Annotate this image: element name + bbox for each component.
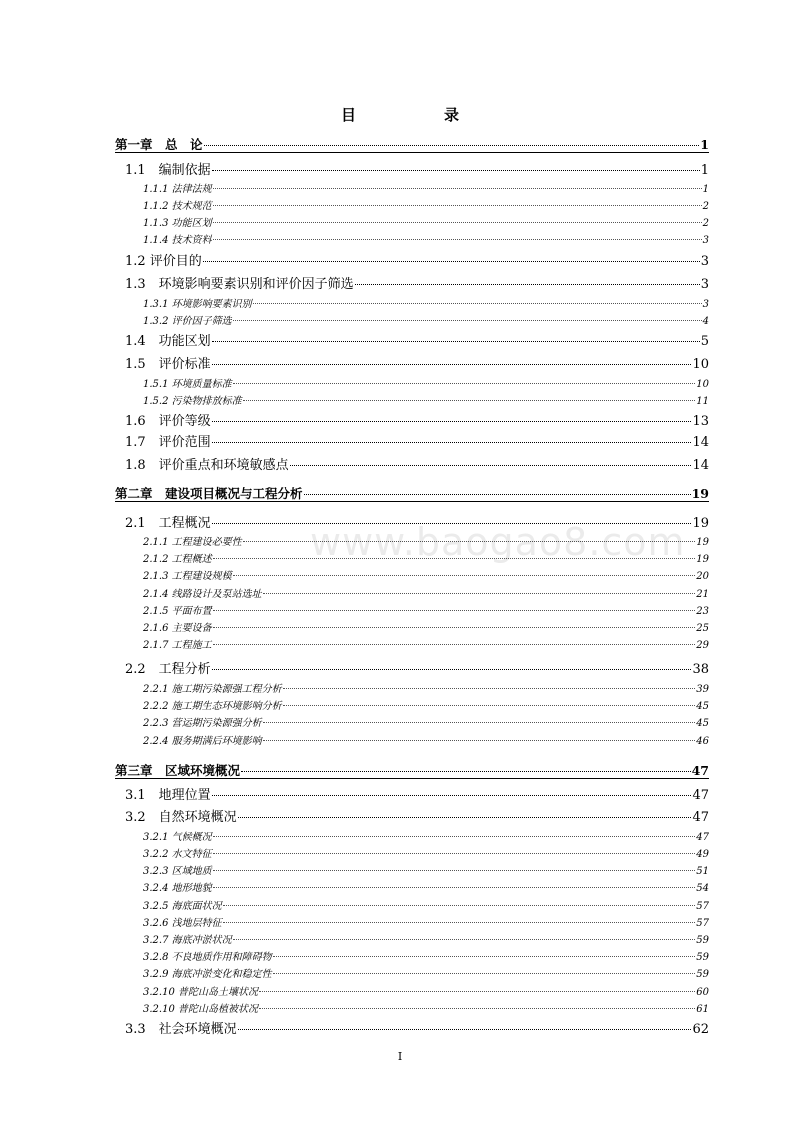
toc-entry-page: 46 <box>696 736 709 747</box>
toc-entry[interactable] <box>143 602 709 617</box>
dot-leader <box>213 239 702 240</box>
dot-leader <box>304 494 691 495</box>
toc-entry[interactable] <box>143 231 709 246</box>
dot-leader <box>273 956 696 957</box>
toc-entry-title: 1.2 评价目的 <box>125 254 202 269</box>
toc-entry-page: 1 <box>702 184 709 195</box>
toc-entry-page: 47 <box>692 788 709 803</box>
toc-entry-page: 61 <box>696 1004 709 1015</box>
toc-entry-page: 59 <box>696 935 709 946</box>
dot-leader <box>233 575 696 576</box>
toc-entry-page: 4 <box>702 316 709 327</box>
toc-entry-page: 54 <box>696 883 709 894</box>
toc-entry-page: 10 <box>696 379 709 390</box>
toc-entry-title: 3.2.4 地形地貌 <box>143 883 212 894</box>
toc-entry-page: 45 <box>696 718 709 729</box>
toc-entry-page: 13 <box>692 414 709 429</box>
toc-entry-title: 3.2.10 普陀山岛植被状况 <box>143 1004 258 1015</box>
toc-entry[interactable] <box>143 680 709 695</box>
dot-leader <box>212 669 692 670</box>
toc-entry-page: 57 <box>696 901 709 912</box>
toc-entry-page: 19 <box>696 554 709 565</box>
toc-entry[interactable] <box>143 180 709 195</box>
toc-entry[interactable] <box>125 1018 709 1037</box>
dot-leader <box>233 939 696 940</box>
toc-entry[interactable] <box>125 454 709 473</box>
toc-entry-page: 3 <box>700 277 709 292</box>
toc-entry-page: 14 <box>692 435 709 450</box>
toc-entry-page: 51 <box>696 866 709 877</box>
dot-leader <box>204 145 700 146</box>
toc-entry-page: 10 <box>692 357 709 372</box>
toc-entry-page: 19 <box>696 537 709 548</box>
toc-entry-page: 3 <box>702 235 709 246</box>
toc-entry-title: 1.3.2 评价因子筛选 <box>143 316 232 327</box>
dot-leader <box>213 188 702 189</box>
dot-leader <box>355 284 700 285</box>
page-number: I <box>397 1050 403 1063</box>
dot-leader <box>263 740 696 741</box>
toc-entry-page: 47 <box>692 810 709 825</box>
dot-leader <box>238 817 692 818</box>
toc-entry[interactable] <box>125 806 709 825</box>
toc-entry-title: 3.2.7 海底冲淤状况 <box>143 935 232 946</box>
toc-entry-page: 39 <box>696 684 709 695</box>
toc-entry[interactable] <box>143 931 709 946</box>
chapter-underline <box>115 501 709 502</box>
dot-leader <box>212 795 692 796</box>
toc-entry-page: 2 <box>702 201 709 212</box>
dot-leader <box>212 364 692 365</box>
toc-entry-page: 19 <box>691 486 709 501</box>
toc-entry-title: 2.2.2 施工期生态环境影响分析 <box>143 701 282 712</box>
toc-entry-title: 2.2 工程分析 <box>125 662 211 677</box>
toc-entry[interactable] <box>115 484 709 502</box>
dot-leader <box>223 922 696 923</box>
toc-entry[interactable] <box>115 135 709 153</box>
toc-entry[interactable] <box>143 914 709 929</box>
dot-leader <box>283 688 696 689</box>
dot-leader <box>212 421 692 422</box>
dot-leader <box>259 1008 695 1009</box>
toc-entry-title: 1.4 功能区划 <box>125 334 211 349</box>
toc-entry[interactable] <box>125 353 709 372</box>
toc-entry-title: 1.5.2 污染物排放标准 <box>143 396 242 407</box>
toc-entry-title: 1.7 评价范围 <box>125 435 211 450</box>
toc-entry[interactable] <box>125 784 709 803</box>
watermark: www.baogao8.com <box>310 520 686 564</box>
toc-entry[interactable] <box>143 312 709 327</box>
toc-entry[interactable] <box>143 585 709 600</box>
dot-leader <box>241 771 691 772</box>
page-title <box>0 104 800 125</box>
toc-entry-title: 3.2.9 海底冲淤变化和稳定性 <box>143 969 272 980</box>
dot-leader <box>233 383 696 384</box>
toc-entry-title: 1.5.1 环境质量标准 <box>143 379 232 390</box>
toc-entry-title: 2.2.3 营运期污染源强分析 <box>143 718 262 729</box>
toc-entry-title: 1.3 环境影响要素识别和评价因子筛选 <box>125 277 354 292</box>
dot-leader <box>212 341 700 342</box>
toc-entry-title: 2.2.4 服务期满后环境影响 <box>143 736 262 747</box>
dot-leader <box>283 705 696 706</box>
toc-entry-title: 3.2 自然环境概况 <box>125 810 237 825</box>
toc-entry[interactable] <box>143 392 709 407</box>
toc-entry-title: 2.1.4 线路设计及泵站选址 <box>143 589 262 600</box>
toc-entry-page: 2 <box>702 218 709 229</box>
dot-leader <box>212 442 692 443</box>
toc-entry[interactable] <box>143 983 709 998</box>
toc-entry-title: 3.2.8 不良地质作用和障碍物 <box>143 952 272 963</box>
toc-entry[interactable] <box>143 1000 709 1015</box>
toc-entry[interactable] <box>143 732 709 747</box>
dot-leader <box>233 320 702 321</box>
dot-leader <box>263 593 696 594</box>
dot-leader <box>213 205 702 206</box>
toc-entry-page: 11 <box>696 396 709 407</box>
toc-entry-title: 3.3 社会环境概况 <box>125 1022 237 1037</box>
toc-entry-page: 59 <box>696 952 709 963</box>
toc-entry-title: 3.2.5 海底面状况 <box>143 901 222 912</box>
toc-entry-page: 1 <box>700 137 709 152</box>
toc-entry-page: 47 <box>691 763 709 778</box>
title-right: 录 <box>444 106 460 124</box>
dot-leader <box>223 905 696 906</box>
dot-leader <box>263 722 696 723</box>
toc-entry-title: 3.2.3 区域地质 <box>143 866 212 877</box>
dot-leader <box>203 261 700 262</box>
toc-entry-page: 1 <box>700 163 709 178</box>
toc-entry[interactable] <box>143 897 709 912</box>
toc-entry[interactable] <box>125 410 709 429</box>
chapter-underline <box>115 778 709 779</box>
toc-entry-title: 1.1.3 功能区划 <box>143 218 212 229</box>
toc-entry[interactable] <box>143 567 709 582</box>
toc-entry-title: 1.8 评价重点和环境敏感点 <box>125 458 289 473</box>
dot-leader <box>213 610 696 611</box>
title-left: 目 <box>340 106 356 124</box>
toc-entry-title: 3.2.1 气候概况 <box>143 832 212 843</box>
toc-entry[interactable] <box>125 658 709 677</box>
dot-leader <box>213 644 696 645</box>
dot-leader <box>213 870 696 871</box>
toc-entry-page: 47 <box>696 832 709 843</box>
toc-entry-title: 3.2.10 普陀山岛土壤状况 <box>143 987 258 998</box>
toc-entry-title: 2.1.7 工程施工 <box>143 640 212 651</box>
toc-entry-page: 45 <box>696 701 709 712</box>
toc-entry-title: 2.1.3 工程建设规模 <box>143 571 232 582</box>
toc-entry[interactable] <box>143 828 709 843</box>
toc-entry-page: 49 <box>696 849 709 860</box>
toc-entry[interactable] <box>143 197 709 212</box>
toc-entry-title: 1.1 编制依据 <box>125 163 211 178</box>
toc-entry[interactable] <box>143 214 709 229</box>
toc-entry-page: 57 <box>696 918 709 929</box>
toc-entry[interactable] <box>143 636 709 651</box>
toc-entry-title: 1.5 评价标准 <box>125 357 211 372</box>
toc-entry-page: 38 <box>692 662 709 677</box>
toc-entry-title: 3.2.6 浅地层特征 <box>143 918 222 929</box>
toc-entry-page: 23 <box>696 606 709 617</box>
toc-entry-title: 2.1.2 工程概述 <box>143 554 212 565</box>
toc-entry-page: 20 <box>696 571 709 582</box>
toc-entry-title: 第一章 总 论 <box>115 137 203 152</box>
toc-entry[interactable] <box>143 862 709 877</box>
toc-entry[interactable] <box>125 431 709 450</box>
toc-entry[interactable] <box>143 714 709 729</box>
toc-entry-page: 29 <box>696 640 709 651</box>
toc-entry[interactable] <box>143 948 709 963</box>
toc-entry[interactable] <box>143 697 709 712</box>
toc-entry-title: 2.1.1 工程建设必要性 <box>143 537 242 548</box>
toc-entry-title: 2.1.6 主要设备 <box>143 623 212 634</box>
dot-leader <box>273 973 696 974</box>
toc-entry[interactable] <box>125 273 709 292</box>
toc-entry[interactable] <box>143 295 709 310</box>
dot-leader <box>213 222 702 223</box>
toc-entry-page: 19 <box>692 516 709 531</box>
dot-leader <box>238 1029 692 1030</box>
toc-entry[interactable] <box>125 250 709 269</box>
dot-leader <box>243 400 696 401</box>
dot-leader <box>212 170 700 171</box>
toc-entry[interactable] <box>143 619 709 634</box>
toc-entry[interactable] <box>143 375 709 390</box>
toc-entry-page: 59 <box>696 969 709 980</box>
toc-entry-title: 第二章 建设项目概况与工程分析 <box>115 486 303 501</box>
toc-entry-title: 1.1.1 法律法规 <box>143 184 212 195</box>
toc-entry-title: 1.1.4 技术资料 <box>143 235 212 246</box>
toc-entry-title: 3.1 地理位置 <box>125 788 211 803</box>
toc-entry[interactable] <box>125 330 709 349</box>
toc-entry[interactable] <box>143 965 709 980</box>
toc-entry[interactable] <box>125 159 709 178</box>
toc-entry-title: 1.1.2 技术规范 <box>143 201 212 212</box>
toc-entry[interactable] <box>143 879 709 894</box>
dot-leader <box>213 853 696 854</box>
toc-entry[interactable] <box>115 761 709 779</box>
toc-entry-page: 62 <box>692 1022 709 1037</box>
toc-entry-page: 5 <box>700 334 709 349</box>
toc-entry-title: 1.3.1 环境影响要素识别 <box>143 299 252 310</box>
dot-leader <box>259 991 695 992</box>
dot-leader <box>213 627 696 628</box>
dot-leader <box>253 303 702 304</box>
toc-entry-title: 2.1.5 平面布置 <box>143 606 212 617</box>
toc-entry-page: 3 <box>702 299 709 310</box>
toc-entry-title: 第三章 区域环境概况 <box>115 763 241 778</box>
toc-entry-title: 2.1 工程概况 <box>125 516 211 531</box>
toc-entry-page: 14 <box>692 458 709 473</box>
toc-entry-page: 25 <box>696 623 709 634</box>
toc-entry-page: 21 <box>696 589 709 600</box>
toc-entry-title: 2.2.1 施工期污染源强工程分析 <box>143 684 282 695</box>
dot-leader <box>213 887 696 888</box>
dot-leader <box>290 465 692 466</box>
toc-entry-page: 60 <box>696 987 709 998</box>
toc-entry-title: 3.2.2 水文特征 <box>143 849 212 860</box>
toc-entry-page: 3 <box>700 254 709 269</box>
dot-leader <box>213 836 696 837</box>
toc-entry-title: 1.6 评价等级 <box>125 414 211 429</box>
toc-entry[interactable] <box>143 845 709 860</box>
chapter-underline <box>115 152 709 153</box>
